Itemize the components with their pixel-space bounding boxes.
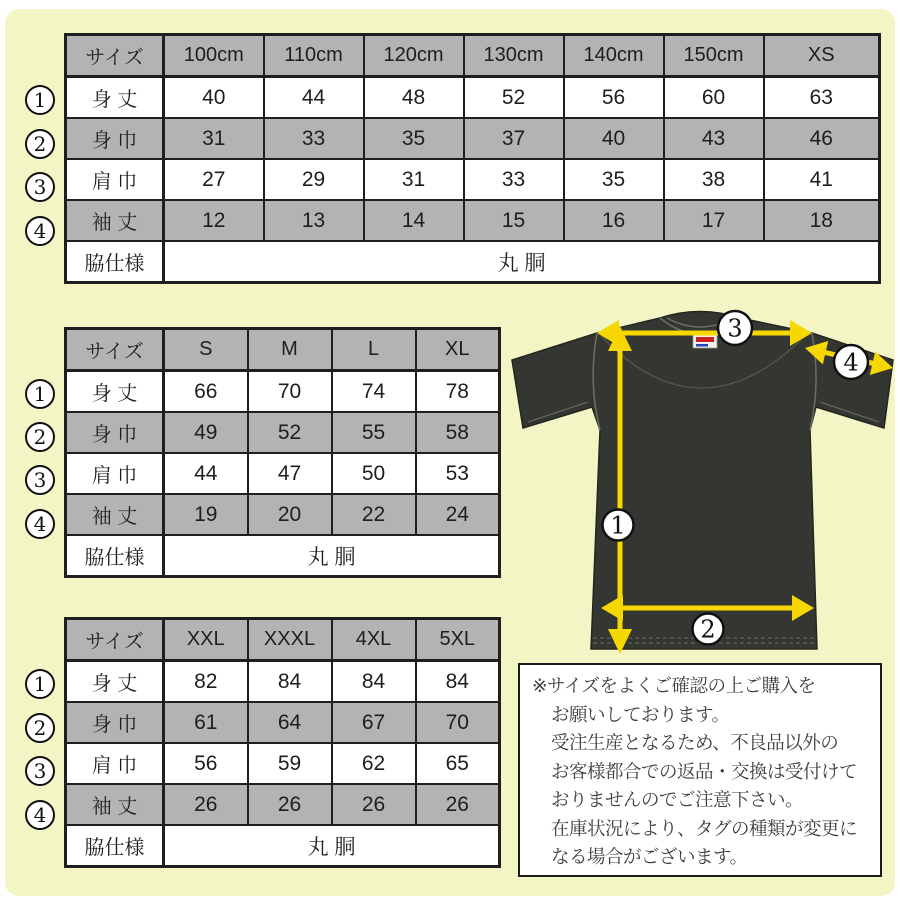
note-line: なる場合がございます。 (551, 846, 748, 867)
row-label-cell: 身 丈 (66, 77, 164, 119)
circled-number-3: 3 (25, 172, 55, 202)
circled-number-1: 1 (25, 379, 55, 409)
measurement-cell: 20 (248, 494, 332, 535)
size-header-cell: サイズ (66, 329, 164, 371)
table-row (66, 412, 500, 453)
measurement-cell: 58 (416, 412, 500, 453)
measurement-cell: 12 (164, 200, 264, 241)
measurement-cell: 65 (416, 743, 500, 784)
circled-number-1: 1 (25, 669, 55, 699)
measurement-cell: 14 (364, 200, 464, 241)
size-table-kids (64, 33, 881, 284)
column-header-140cm: 140cm (564, 35, 664, 77)
table-row (66, 743, 500, 784)
row-label-cell: 肩 巾 (66, 453, 164, 494)
row-label-cell: 肩 巾 (66, 159, 164, 200)
table-row (66, 702, 500, 743)
measurement-cell: 82 (164, 661, 248, 703)
column-header-M: M (248, 329, 332, 371)
measurement-cell: 59 (248, 743, 332, 784)
table-row (66, 159, 880, 200)
measurement-cell: 56 (564, 77, 664, 119)
purchase-notes-box (518, 663, 882, 877)
row-label-cell: 袖 丈 (66, 784, 164, 825)
circled-number-1: 1 (25, 85, 55, 115)
circled-number-4: 4 (25, 509, 55, 539)
side-spec-label-cell: 脇仕様 (66, 241, 164, 283)
note-line: ※サイズをよくご確認の上ご購入を (532, 675, 816, 696)
measure-label-4 (834, 345, 868, 379)
column-header-XXL: XXL (164, 619, 248, 661)
measurement-cell: 44 (264, 77, 364, 119)
measure-label-3 (718, 311, 752, 345)
measurement-cell: 74 (332, 371, 416, 413)
column-header-XS: XS (764, 35, 880, 77)
measurement-cell: 50 (332, 453, 416, 494)
measurement-cell: 67 (332, 702, 416, 743)
measurement-cell: 29 (264, 159, 364, 200)
side-spec-value-cell: 丸 胴 (164, 241, 880, 283)
row-label-cell: 身 巾 (66, 118, 164, 159)
side-spec-row (66, 241, 880, 283)
measurement-cell: 55 (332, 412, 416, 453)
row-label-cell: 袖 丈 (66, 200, 164, 241)
table-row (66, 77, 880, 119)
column-header-100cm: 100cm (164, 35, 264, 77)
column-header-120cm: 120cm (364, 35, 464, 77)
table-row (66, 118, 880, 159)
measurement-cell: 26 (164, 784, 248, 825)
table-row (66, 371, 500, 413)
note-line: おりませんのでご注意下さい。 (551, 789, 804, 810)
measurement-cell: 31 (164, 118, 264, 159)
circled-number-2: 2 (25, 713, 55, 743)
row-label-cell: 肩 巾 (66, 743, 164, 784)
measurement-cell: 48 (364, 77, 464, 119)
side-spec-label-cell: 脇仕様 (66, 825, 164, 867)
measurement-cell: 13 (264, 200, 364, 241)
table-row (66, 200, 880, 241)
size-header-cell: サイズ (66, 35, 164, 77)
measurement-cell: 33 (264, 118, 364, 159)
measurement-cell: 43 (664, 118, 764, 159)
measurement-cell: 24 (416, 494, 500, 535)
brand-tag-icon (693, 334, 717, 348)
circled-number-4: 4 (25, 800, 55, 830)
row-label-cell: 身 巾 (66, 412, 164, 453)
measurement-cell: 66 (164, 371, 248, 413)
measurement-cell: 26 (248, 784, 332, 825)
table-row (66, 494, 500, 535)
circled-number-3: 3 (25, 756, 55, 786)
measurement-cell: 70 (416, 702, 500, 743)
measurement-cell: 37 (464, 118, 564, 159)
side-spec-row (66, 535, 500, 577)
row-label-cell: 身 丈 (66, 661, 164, 703)
measurement-cell: 31 (364, 159, 464, 200)
measurement-cell: 19 (164, 494, 248, 535)
column-header-130cm: 130cm (464, 35, 564, 77)
svg-text:3: 3 (727, 314, 743, 343)
measurement-cell: 27 (164, 159, 264, 200)
measurement-cell: 46 (764, 118, 880, 159)
row-label-cell: 袖 丈 (66, 494, 164, 535)
measurement-cell: 64 (248, 702, 332, 743)
column-header-4XL: 4XL (332, 619, 416, 661)
circled-number-2: 2 (25, 129, 55, 159)
measurement-cell: 15 (464, 200, 564, 241)
note-line: 在庫状況により、タグの種類が変更に (551, 817, 858, 839)
tshirt-diagram (495, 298, 900, 660)
note-line: お願いしております。 (551, 703, 730, 725)
size-header-cell: サイズ (66, 619, 164, 661)
column-header-150cm: 150cm (664, 35, 764, 77)
measurement-cell: 33 (464, 159, 564, 200)
measurement-cell: 17 (664, 200, 764, 241)
measurement-cell: 40 (564, 118, 664, 159)
measurement-cell: 78 (416, 371, 500, 413)
svg-text:4: 4 (843, 348, 859, 377)
measurement-cell: 53 (416, 453, 500, 494)
measurement-cell: 52 (248, 412, 332, 453)
measurement-cell: 22 (332, 494, 416, 535)
table-row (66, 784, 500, 825)
row-label-cell: 身 丈 (66, 371, 164, 413)
measurement-cell: 35 (564, 159, 664, 200)
column-header-XXXL: XXXL (248, 619, 332, 661)
circled-number-4: 4 (25, 216, 55, 246)
size-table-adult (64, 327, 501, 578)
measurement-cell: 41 (764, 159, 880, 200)
measurement-cell: 18 (764, 200, 880, 241)
measurement-cell: 84 (416, 661, 500, 703)
table-row (66, 453, 500, 494)
side-spec-value-cell: 丸 胴 (164, 535, 500, 577)
column-header-5XL: 5XL (416, 619, 500, 661)
note-line: 受注生産となるため、不良品以外の (551, 732, 839, 753)
column-header-S: S (164, 329, 248, 371)
measure-label-2 (693, 614, 724, 645)
measurement-cell: 47 (248, 453, 332, 494)
measurement-cell: 61 (164, 702, 248, 743)
column-header-L: L (332, 329, 416, 371)
column-header-XL: XL (416, 329, 500, 371)
side-spec-label-cell: 脇仕様 (66, 535, 164, 577)
measurement-cell: 84 (248, 661, 332, 703)
svg-text:1: 1 (610, 511, 626, 540)
circled-number-2: 2 (25, 422, 55, 452)
measurement-cell: 60 (664, 77, 764, 119)
measurement-cell: 56 (164, 743, 248, 784)
measurement-cell: 40 (164, 77, 264, 119)
measurement-cell: 84 (332, 661, 416, 703)
measurement-cell: 26 (332, 784, 416, 825)
table-row (66, 661, 500, 703)
side-spec-row (66, 825, 500, 867)
svg-text:2: 2 (700, 615, 716, 644)
side-spec-value-cell: 丸 胴 (164, 825, 500, 867)
row-label-cell: 身 巾 (66, 702, 164, 743)
measurement-cell: 52 (464, 77, 564, 119)
measurement-cell: 35 (364, 118, 464, 159)
measurement-cell: 49 (164, 412, 248, 453)
measurement-cell: 70 (248, 371, 332, 413)
measurement-cell: 26 (416, 784, 500, 825)
measurement-cell: 63 (764, 77, 880, 119)
measurement-cell: 62 (332, 743, 416, 784)
measurement-cell: 44 (164, 453, 248, 494)
size-table-plus (64, 617, 501, 868)
column-header-110cm: 110cm (264, 35, 364, 77)
measurement-cell: 38 (664, 159, 764, 200)
measurement-cell: 16 (564, 200, 664, 241)
circled-number-3: 3 (25, 465, 55, 495)
note-line: お客様都合での返品・交換は受付けて (551, 760, 858, 782)
measure-label-1 (603, 510, 634, 541)
